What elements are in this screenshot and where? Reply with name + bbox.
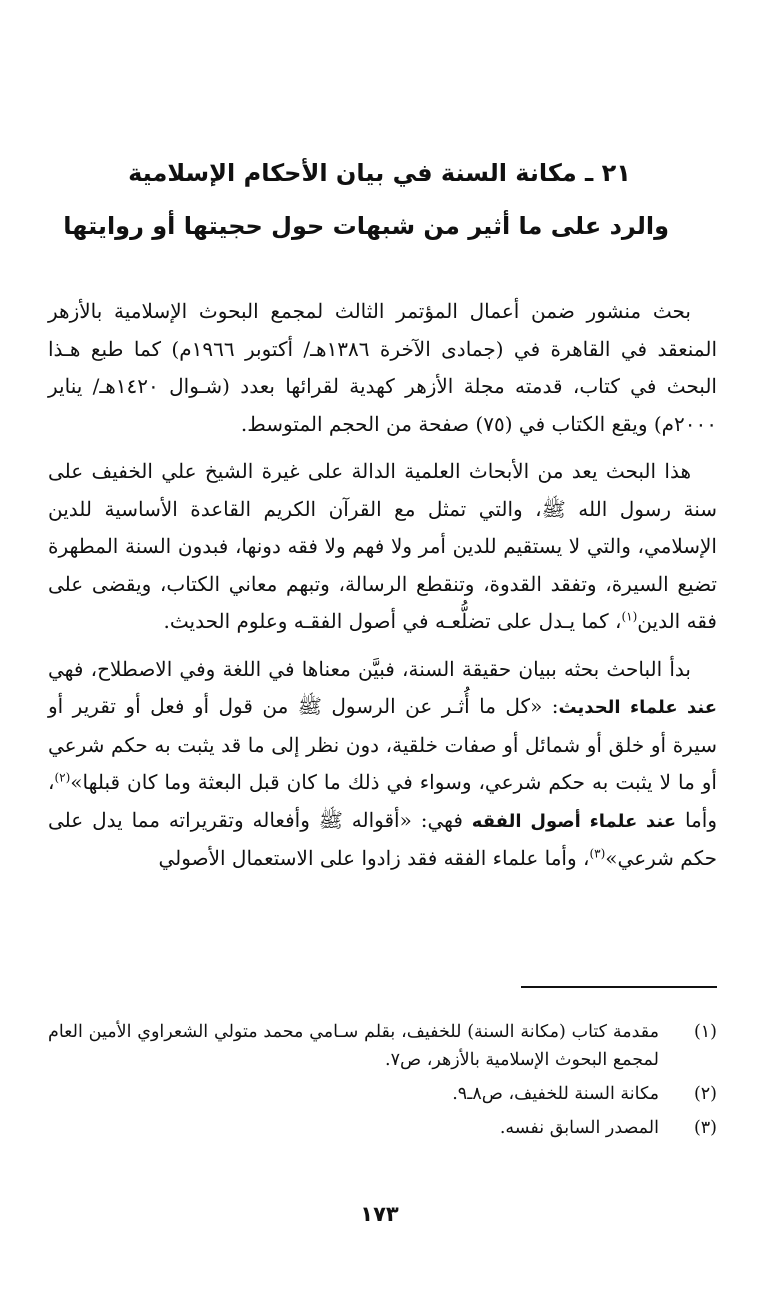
paragraph-3-a: بدأ الباحث بحثه ببيان حقيقة السنة، فبيَّن معناها في اللغة وفي الاصطلاح، فهي [48,656,691,681]
body-text [48,293,717,888]
paragraph-1: بحث منشور ضمن أعمال المؤتمر الثالث لمجمع البحوث الإسلامية بالأزهر المنعقد في القاهرة في (جمادى الآخرة ١٣٨٦هـ/ أكتوبر ١٩٦٦م) كما طبع هـذا البحث في كتاب، قدمته مجلة الأزهر كهدية لقرائها بعدد (شـوال ١٤٢٠هـ/ يناير ٢٠٠٠م) ويقع الكتاب في (٧٥) صفحة من الحجم المتوسط. [48,299,718,436]
footnote-ref-2: (٢) [54,770,71,785]
footnote-ref-3: (٣) [589,846,606,861]
footnote-ref-1: (١) [621,609,638,624]
section-title-line-1: ٢١ ـ مكانة السنة في بيان الأحكام الإسلامية [128,159,631,187]
footnote-text: المصدر السابق نفسه. [499,1118,659,1138]
footnote-number: (٣) [693,1118,717,1138]
paragraph-2-end: ، كما يـدل على تضلُّعـه في أصول الفقـه وعلوم الحديث. [163,609,622,633]
paragraph-2 [48,453,717,641]
paragraph-3-c: ، وأما [48,770,717,832]
footnote-number: (٢) [693,1084,717,1104]
paragraph-2-text: هذا البحث يعد من الأبحاث العلمية الدالة على غيرة الشيخ علي الخفيف على سنة رسول الله ﷺ، والتي تمثل مع القرآن الكريم القاعدة الأساسية للدين الإسلامي، والتي لا يستقيم للدين أمر ولا فهم ولا فقه دونها، فبدون السنة المطهرة تضيع السيرة، وتفقد القدوة، وتنقطع الرسالة، وتبهم معاني الكتاب، ويقضى على فقه الدين [48,459,717,633]
footnote-text: مكانة السنة للخفيف، ص٨ـ٩. [452,1084,659,1104]
footnote-3 [48,1114,717,1142]
section-title-line-2: والرد على ما أثير من شبهات حول حجيتها أو روايتها [63,212,669,240]
footnotes [48,1018,717,1148]
footnote-2 [48,1080,717,1108]
hadith-scholars-term: عند علماء الحديث [558,697,718,718]
paragraph-3 [48,651,717,878]
paragraph-3-b: : «كل ما أُثـر عن الرسول ﷺ من قول أو فعل أو تقرير أو سيرة أو خلق أو شمائل أو صفات خلقية، دون نظر إلى ما قد يثبت به حكم شرعي أو ما لا يثبت به حكم شرعي، وسواء في ذلك ما كان قبل البعثة وما كان قبلها» [48,694,717,794]
usul-scholars-term: عند علماء أصول الفقه [471,810,677,832]
footnote-1 [48,1018,717,1074]
page-number: ١٧٣ [360,1202,399,1226]
paragraph-3-e: ، وأما علماء الفقه فقد زادوا على الاستعمال الأصولي [158,846,590,870]
footnote-text: مقدمة كتاب (مكانة السنة) للخفيف، بقلم سـامي محمد متولي الشعراوي الأمين العام لمجمع البحوث الإسلامية بالأزهر، ص٧. [48,1022,659,1070]
footnote-number: (١) [693,1022,717,1042]
footnote-separator [521,986,717,988]
paragraph-3-d: فهي: «أقواله ﷺ وأفعاله وتقريراته مما يدل على حكم شرعي» [48,807,717,870]
